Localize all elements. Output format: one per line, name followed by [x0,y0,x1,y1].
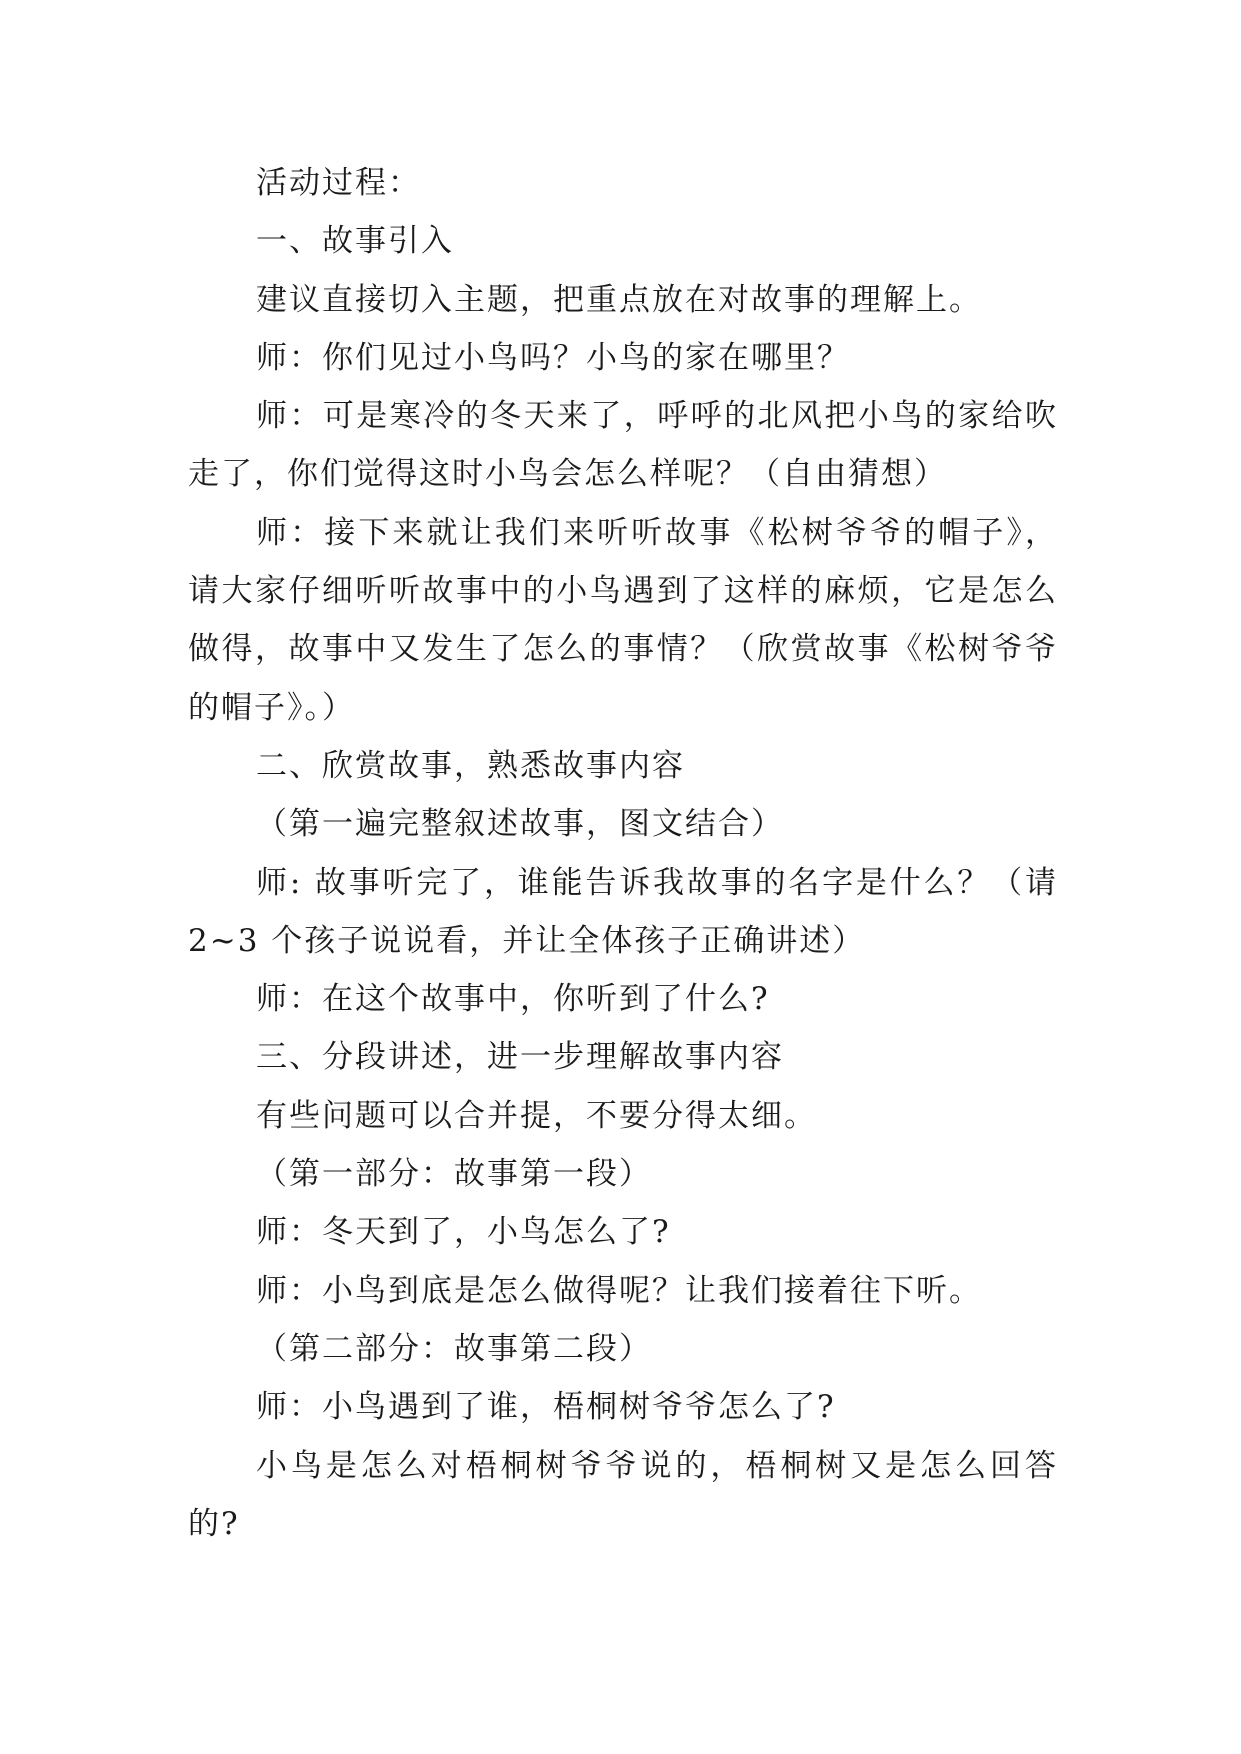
text-line: 师：在这个故事中，你听到了什么? [256,981,770,1018]
text-line: 做得，故事中又发生了怎么的事情？（欣赏故事《松树爷爷 [188,631,1058,668]
text-line: 二、欣赏故事，熟悉故事内容 [256,747,685,784]
text-line: 师：可是寒冷的冬天来了，呼呼的北风把小鸟的家给吹 [256,398,1058,435]
text-line: 的? [188,1505,240,1542]
text-line: 师：你们见过小鸟吗？小鸟的家在哪里？ [256,339,850,376]
text-line: （第一部分：故事第一段） [256,1156,652,1193]
text-line: 小鸟是怎么对梧桐树爷爷说的，梧桐树又是怎么回答 [256,1447,1058,1484]
text-line: 师：接下来就让我们来听听故事《松树爷爷的帽子》， [256,514,1058,551]
text-line: 师：冬天到了，小鸟怎么了? [256,1214,671,1251]
text-line: 的帽子》。） [188,689,355,726]
text-line: 师: 故事听完了，谁能告诉我故事的名字是什么？（请 [256,864,1058,901]
text-line: 请大家仔细听听故事中的小鸟遇到了这样的麻烦，它是怎么 [188,573,1058,610]
text-line: 2~3 个孩子说说看，并让全体孩子正确讲述） [188,922,866,959]
text-line: 三、分段讲述，进一步理解故事内容 [256,1039,784,1076]
text-line: （第一遍完整叙述故事，图文结合） [256,806,784,843]
text-line: 有些问题可以合并提，不要分得太细。 [256,1097,817,1134]
text-line: 走了，你们觉得这时小鸟会怎么样呢？（自由猜想） [188,456,947,493]
text-line: 一、故事引入 [256,223,454,260]
text-line: 建议直接切入主题，把重点放在对故事的理解上。 [256,281,982,318]
text-line: （第二部分：故事第二段） [256,1330,652,1367]
text-line: 师：小鸟到底是怎么做得呢？让我们接着往下听。 [256,1272,982,1309]
text-line: 师：小鸟遇到了谁，梧桐树爷爷怎么了? [256,1389,836,1426]
text-line: 活动过程： [256,165,421,201]
document-body [188,154,1058,1553]
